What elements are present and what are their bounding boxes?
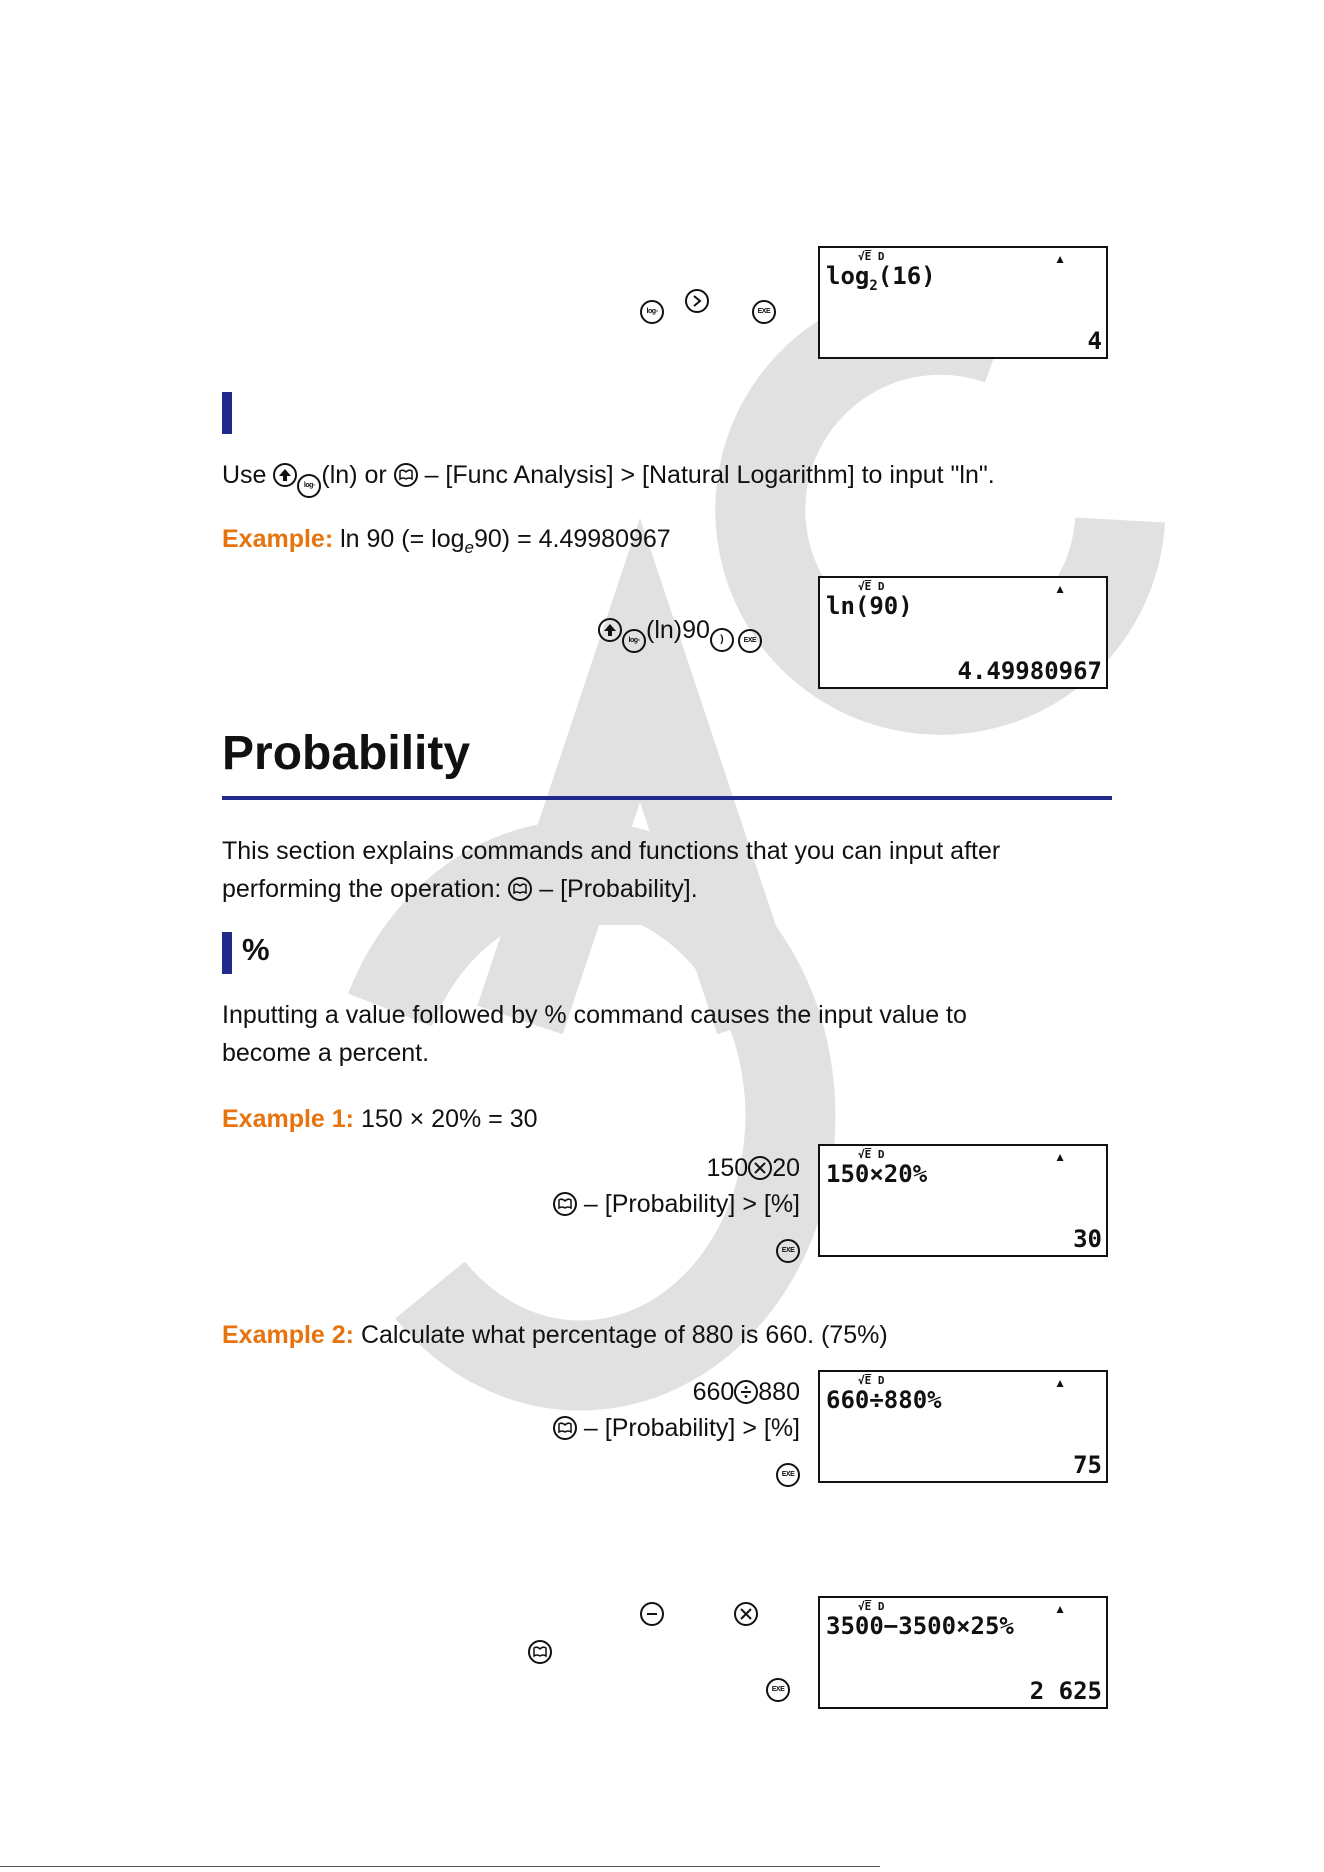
screen-result: 30 — [1073, 1225, 1102, 1253]
screen-expression: 3500−3500×25% — [826, 1612, 1014, 1640]
screen-expression: 660÷880% — [826, 1386, 942, 1414]
screen-expression: $\log_2(16)$ — [826, 262, 936, 294]
divide-key-icon[interactable] — [734, 1380, 758, 1404]
catalog-key-icon[interactable] — [508, 877, 532, 901]
exe-key-icon[interactable]: EXE — [738, 629, 762, 653]
example3-key-icons — [640, 1602, 758, 1627]
close-paren-key-icon[interactable]: ) — [710, 628, 734, 652]
example-label: Example 2: — [222, 1321, 355, 1349]
right-arrow-key-icon[interactable] — [685, 289, 709, 313]
exe-key-icon[interactable]: EXE — [766, 1678, 790, 1702]
log-key-icon[interactable]: log▫ — [622, 629, 646, 653]
example2-text: Example 2: Calculate what percentage of 880 is 660. (75%) — [222, 1321, 888, 1349]
screen-result: 4.49980967 — [957, 657, 1102, 685]
catalog-key-icon[interactable] — [553, 1416, 577, 1440]
calculator-screen-example2 — [818, 1370, 1108, 1483]
log-key-icon[interactable]: log▫ — [297, 474, 321, 498]
example-label: Example 1: — [222, 1105, 355, 1133]
scroll-up-indicator: ▲ — [1054, 1602, 1066, 1616]
screen-result: 4 — [1087, 327, 1102, 355]
ln-key-sequence: log▫ (ln)90 ) EXE — [598, 612, 762, 653]
catalog-key-icon[interactable] — [528, 1640, 552, 1664]
example-label: Example: — [222, 525, 334, 553]
percent-heading: % — [242, 932, 270, 967]
percent-description: Inputting a value followed by % command causes the input value to become a percent. — [222, 1001, 967, 1067]
scroll-up-indicator: ▲ — [1054, 1376, 1066, 1390]
log-key-icon[interactable]: log▫ — [640, 300, 664, 324]
example1-key-sequence: 150 20 – [Probability] > [%] EXE — [480, 1150, 800, 1263]
scroll-up-indicator: ▲ — [1054, 252, 1066, 266]
page-title: Probability — [222, 727, 471, 780]
screen-result: 75 — [1073, 1451, 1102, 1479]
title-rule — [222, 796, 1112, 800]
exe-key-icon[interactable]: EXE — [776, 1239, 800, 1263]
probability-intro: This section explains commands and functions that you can input after performing the operation: – [Probability]. — [222, 837, 1001, 903]
screen-indicator: √E̅ D — [858, 250, 885, 263]
minus-key-icon[interactable] — [640, 1602, 664, 1626]
catalog-key-icon[interactable] — [553, 1192, 577, 1216]
scroll-up-indicator: ▲ — [1054, 582, 1066, 596]
example3-exe-key — [766, 1674, 790, 1702]
section-marker-bar — [222, 392, 232, 434]
shift-key-icon[interactable] — [598, 618, 622, 642]
screen-indicator: √E̅ D — [858, 1148, 885, 1161]
catalog-key-icon[interactable] — [394, 463, 418, 487]
example1-text: Example 1: 150 × 20% = 30 — [222, 1105, 538, 1133]
log2-key-sequence — [640, 283, 776, 324]
ln-example: Example: ln 90 (= $\log_e90) = 4.49980967$ — [222, 525, 671, 557]
footer-rule — [0, 1866, 880, 1867]
section-marker-bar — [222, 932, 232, 974]
calculator-screen-example3 — [818, 1596, 1108, 1709]
exe-key-icon[interactable]: EXE — [776, 1463, 800, 1487]
calculator-screen-example1 — [818, 1144, 1108, 1257]
screen-indicator: √E̅ D — [858, 1374, 885, 1387]
screen-expression: ln(90) — [826, 592, 913, 620]
shift-key-icon[interactable] — [273, 463, 297, 487]
calculator-screen-ln — [818, 576, 1108, 689]
calculator-screen-log2 — [818, 246, 1108, 359]
multiply-key-icon[interactable] — [734, 1602, 758, 1626]
exe-key-icon[interactable]: EXE — [752, 300, 776, 324]
example2-key-sequence: 660 880 – [Probability] > [%] EXE — [480, 1374, 800, 1487]
ln-instruction: Use log▫ (ln) or – [Func Analysis] > [Natural Logarithm] to input "ln". — [222, 456, 995, 498]
multiply-key-icon[interactable] — [748, 1156, 772, 1180]
screen-expression: 150×20% — [826, 1160, 928, 1188]
example3-catalog-key — [528, 1640, 552, 1665]
screen-indicator: √E̅ D — [858, 580, 885, 593]
scroll-up-indicator: ▲ — [1054, 1150, 1066, 1164]
screen-indicator: √E̅ D — [858, 1600, 885, 1613]
screen-result: 2 625 — [1029, 1677, 1102, 1705]
